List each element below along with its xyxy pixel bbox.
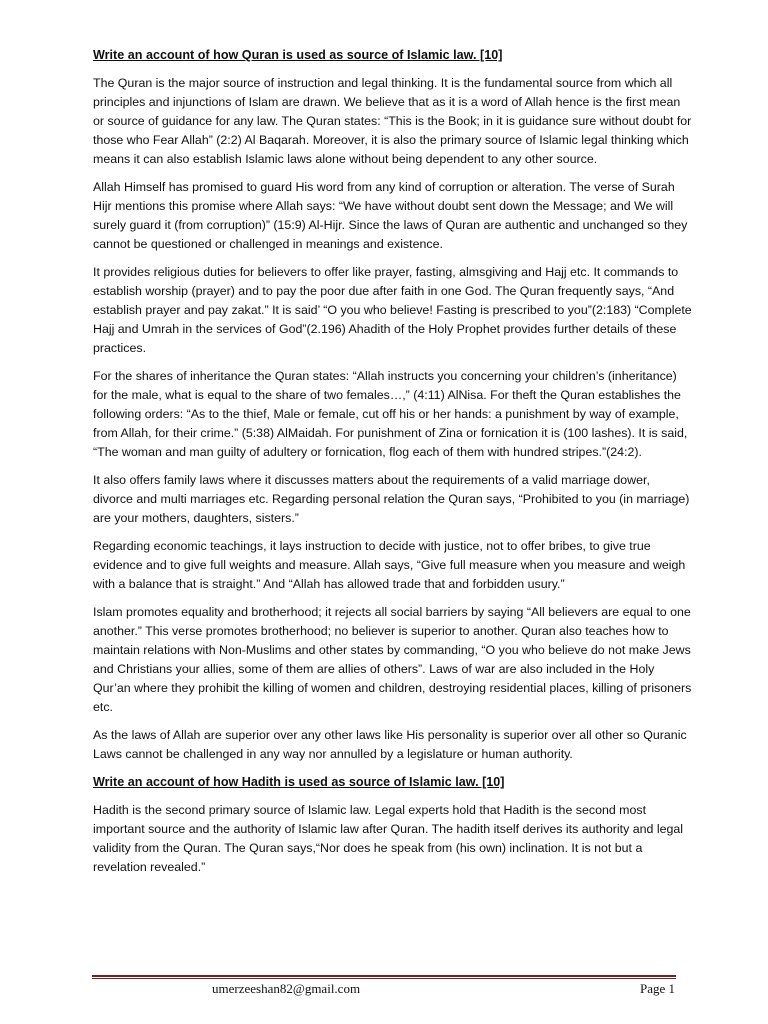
paragraph-quran-3: It provides religious duties for believers to offer like prayer, fasting, almsgiving and Hajj etc. It commands to establish worship (prayer) and to pay the poor due after faith in one God. The Quran frequently says, “And establish prayer and pay zakat.” It is said’ “O you who believe! Fasting is prescribed to you”(2:183) “Complete Hajj and Umrah in the services of God”(2.196) Ahadith of the Holy Prophet provides further details of these practices. bbox=[93, 265, 692, 355]
paragraph-quran-6: Regarding economic teachings, it lays instruction to decide with justice, not to offer bribes, to give true evidence and to give full weights and measure. Allah says, “Give full measure when you measure and weigh with a balance that is straight.” And “Allah has allowed trade that and forbidden usury.” bbox=[93, 539, 686, 591]
paragraph-quran-4: For the shares of inheritance the Quran states: “Allah instructs you concerning your children’s (inheritance) for the male, what is equal to the share of two females…,” (4:11) AlNisa. For theft the Quran establishes the following orders: “As to the thief, Male or female, cut off his or her hands: a punishment by way of example, from Allah, for their crime.” (5:38) AlMaidah. For punishment of Zina or fornication it is (100 lashes). It is said, “The woman and man guilty of adultery or fornication, flog each of them with hundred stripes.”(24:2). bbox=[93, 369, 688, 459]
paragraph-quran-8: As the laws of Allah are superior over any other laws like His personality is superior over all other so Quranic Laws cannot be challenged in any way nor annulled by a legislature or human authority. bbox=[93, 728, 687, 761]
footer-email: umerzeeshan82@gmail.com bbox=[212, 981, 361, 996]
footer-page-number: Page 1 bbox=[639, 981, 675, 996]
paragraph-quran-5: It also offers family laws where it discusses matters about the requirements of a valid marriage dower, divorce and multi marriages etc. Regarding personal relation the Quran says, “Prohibited to you (in marriage) are your mothers, daughters, sisters.” bbox=[93, 473, 690, 525]
paragraph-quran-7: Islam promotes equality and brotherhood; it rejects all social barriers by saying “All believers are equal to one another.” This verse promotes brotherhood; no believer is superior to another. Quran also teaches how to maintain relations with Non-Muslims and other states by commanding, “O you who believe do not make Jews and Christians your allies, some of them are allies of others”. Laws of war are also included in the Holy Qur’an where they prohibit the killing of women and children, destroying residential places, killing of prisoners etc. bbox=[93, 605, 692, 714]
paragraph-hadith-1: Hadith is the second primary source of Islamic law. Legal experts hold that Hadith is the second most important source and the authority of Islamic law after Quran. The hadith itself derives its authority and legal validity from the Quran. The Quran says,“Nor does he speak from (his own) inclination. It is not but a revelation revealed.” bbox=[93, 803, 684, 874]
paragraph-quran-2: Allah Himself has promised to guard His word from any kind of corruption or alteration. The verse of Surah Hijr mentions this promise where Allah says: “We have without doubt sent down the Message; and We will surely guard it (from corruption)” (15:9) Al-Hijr. Since the laws of Quran are authentic and unchanged so they cannot be questioned or challenged in meanings and existence. bbox=[93, 180, 688, 251]
heading-hadith: Write an account of how Hadith is used as source of Islamic law. [10] bbox=[93, 775, 505, 789]
heading-quran: Write an account of how Quran is used as source of Islamic law. [10] bbox=[93, 48, 503, 62]
footer-rule-thick bbox=[92, 975, 676, 977]
paragraph-quran-1: The Quran is the major source of instruction and legal thinking. It is the fundamental source from which all principles and injunctions of Islam are drawn. We believe that as it is a word of Allah hence is the first mean or source of guidance for any law. The Quran states: “This is the Book; in it is guidance sure without doubt for those who Fear Allah” (2:2) Al Baqarah. Moreover, it is also the primary source of Islamic legal thinking which means it can also establish Islamic laws alone without being dependent to any other source. bbox=[93, 76, 692, 166]
footer-rule-thin bbox=[92, 978, 676, 979]
page-body bbox=[93, 46, 693, 886]
